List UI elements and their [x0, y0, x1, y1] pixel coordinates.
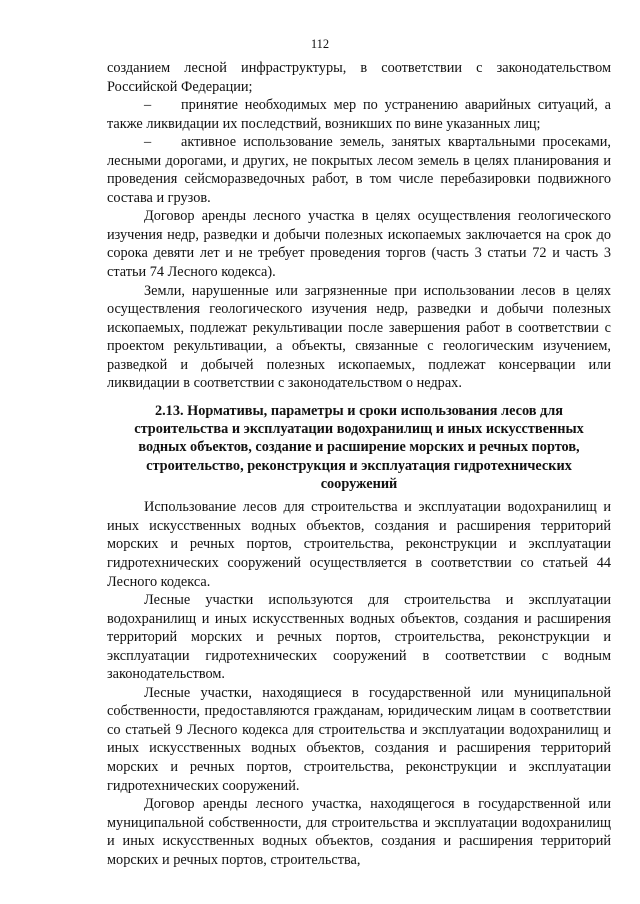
list-dash-marker: –	[144, 97, 152, 114]
list-item-text: активное использование земель, занятых квартальными просеками, лесными дорогами, и других, не покрытых лесом земель в целях планирования и проведения сейсморазведочных работ, в том числе перебазировки подвижного состава и грузов.	[107, 134, 611, 206]
paragraph	[107, 498, 611, 591]
text-block-after-heading	[107, 498, 611, 869]
list-item-text: принятие необходимых мер по устранению аварийных ситуаций, а также ликвидации их последствий, возникших по вине указанных лиц;	[107, 97, 611, 132]
paragraph	[107, 795, 611, 869]
paragraph	[107, 207, 611, 281]
paragraph	[107, 684, 611, 795]
page-body	[107, 59, 611, 869]
list-item	[107, 133, 611, 207]
paragraph-text: Земли, нарушенные или загрязненные при использовании лесов в целях осуществления геологического изучения недр, разведки и добычи полезных ископаемых, подлежат рекультивации после завершения работ в соответствии с проектом рекультивации, а объекты, связанные с геологическим изучением, разведкой и добычей полезных ископаемых, подлежат консервации или ликвидации в соответствии с законодательством о недрах.	[107, 282, 611, 392]
paragraph	[107, 591, 611, 684]
page-number: 112	[310, 37, 330, 51]
paragraph-text: Договор аренды лесного участка, находящегося в государственной или муниципальной собственности, для строительства и эксплуатации водохранилищ и иных искусственных водных объектов, создания и расширения территорий морских и речных портов, строительства,	[107, 796, 611, 868]
text-block-before-heading	[107, 59, 611, 393]
paragraph-text: Использование лесов для строительства и эксплуатации водохранилищ и иных искусственных водных объектов, создания и расширения территорий морских и речных портов, строительства, реконструкции и эксплуатации гидротехнических сооружений осуществляется в соответствии со статьей 44 Лесного кодекса.	[107, 499, 611, 590]
paragraph	[107, 282, 611, 393]
paragraph-text: Лесные участки, находящиеся в государственной или муниципальной собственности, предоставляются гражданам, юридическим лицам в соответствии со статьей 9 Лесного кодекса для строительства и эксплуатации водохранилищ и иных искусственных водных объектов, создания и расширения территорий морских и речных портов, строительства, реконструкции и эксплуатации гидротехнических сооружений.	[107, 684, 611, 794]
list-item	[107, 96, 611, 133]
section-heading: 2.13. Нормативы, параметры и сроки использования лесов для строительства и эксплуатации водохранилищ и иных искусственных водных объектов, создание и расширение морских и речных портов, строительство, реконструкция и эксплуатация гидротехнических сооружений	[134, 402, 584, 493]
paragraph-text: Лесные участки используются для строительства и эксплуатации водохранилищ и иных искусственных водных объектов, создания и расширения территорий морских и речных портов, строительства, реконструкции и эксплуатации гидротехнических сооружений в соответствии с водным законодательством.	[107, 592, 611, 683]
paragraph	[107, 59, 611, 96]
paragraph-text: созданием лесной инфраструктуры, в соответствии с законодательством Российской Федерации;	[107, 60, 611, 95]
list-dash-marker: –	[144, 134, 152, 151]
paragraph-text: Договор аренды лесного участка в целях осуществления геологического изучения недр, разведки и добычи полезных ископаемых заключается на срок до сорока девяти лет и не требует проведения торгов (часть 3 статьи 72 и часть 3 статьи 74 Лесного кодекса).	[107, 208, 611, 281]
